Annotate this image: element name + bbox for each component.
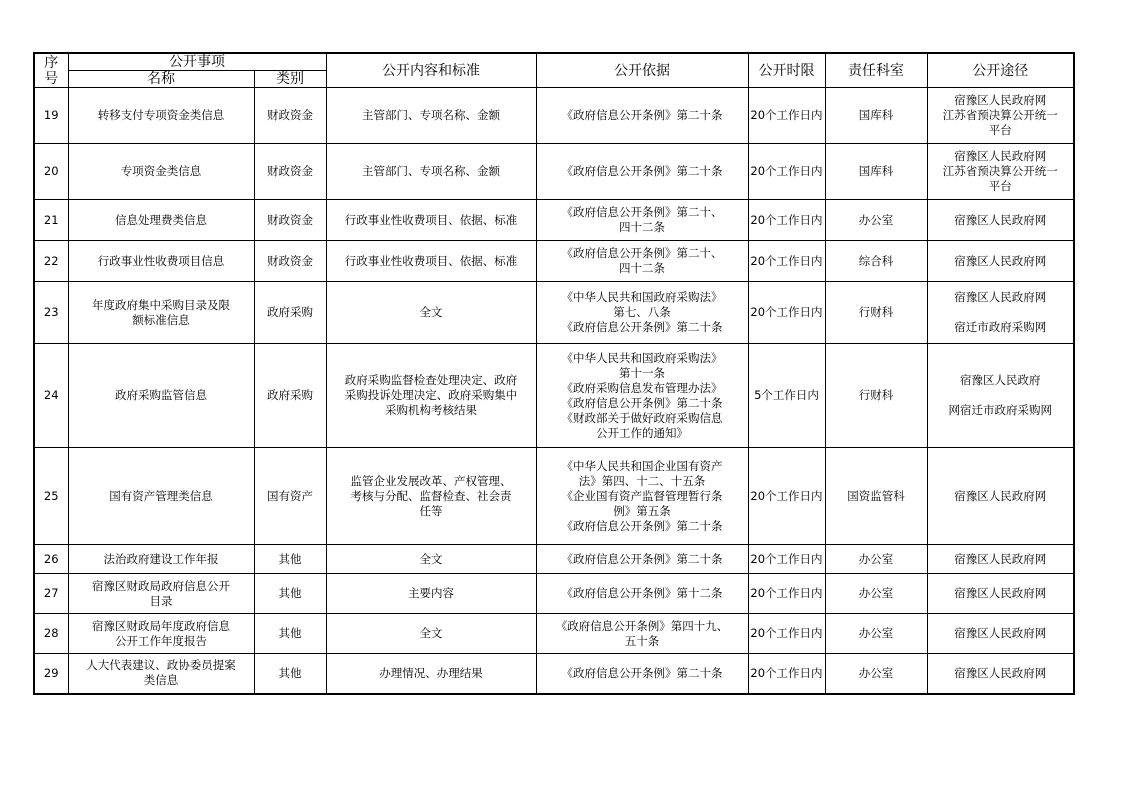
- cell-name: 国有资产管理类信息: [68, 448, 254, 545]
- cell-channel: 宿豫区人民政府网: [927, 654, 1074, 694]
- table-row: [34, 448, 1074, 545]
- cell-channel: 宿豫区人民政府网: [927, 241, 1074, 282]
- cell-dept: 行财科: [825, 344, 927, 448]
- cell-content: 行政事业性收费项目、依据、标准: [326, 200, 536, 241]
- cell-time-limit: 20个工作日内: [748, 614, 825, 654]
- cell-content: 主管部门、专项名称、金额: [326, 144, 536, 200]
- header-seq: 序 号: [34, 53, 68, 88]
- cell-name: 信息处理费类信息: [68, 200, 254, 241]
- cell-time-limit: 20个工作日内: [748, 448, 825, 545]
- table-row: [34, 200, 1074, 241]
- cell-dept: 国库科: [825, 88, 927, 144]
- cell-time-limit: 20个工作日内: [748, 200, 825, 241]
- cell-channel: 宿豫区人民政府网: [927, 448, 1074, 545]
- cell-category: 财政资金: [254, 144, 326, 200]
- cell-basis: 《政府信息公开条例》第二十条: [536, 654, 748, 694]
- cell-channel: 宿豫区人民政府网: [927, 614, 1074, 654]
- cell-basis: 《政府信息公开条例》第四十九、 五十条: [536, 614, 748, 654]
- table-row: [34, 344, 1074, 448]
- cell-category: 其他: [254, 545, 326, 574]
- cell-content: 办理情况、办理结果: [326, 654, 536, 694]
- cell-channel: 宿豫区人民政府网: [927, 545, 1074, 574]
- cell-time-limit: 20个工作日内: [748, 545, 825, 574]
- cell-channel: 宿豫区人民政府网: [927, 574, 1074, 614]
- header-item-group: 公开事项: [68, 53, 326, 71]
- cell-name: 年度政府集中采购目录及限 额标准信息: [68, 282, 254, 344]
- table-row: [34, 574, 1074, 614]
- cell-name: 宿豫区财政局政府信息公开 目录: [68, 574, 254, 614]
- cell-dept: 办公室: [825, 574, 927, 614]
- cell-basis: 《中华人民共和国企业国有资产 法》第四、十二、十五条 《企业国有资产监督管理暂行条 例》第五条 《政府信息公开条例》第二十条: [536, 448, 748, 545]
- cell-content: 全文: [326, 545, 536, 574]
- cell-content: 行政事业性收费项目、依据、标准: [326, 241, 536, 282]
- cell-basis: 《中华人民共和国政府采购法》 第十一条 《政府采购信息发布管理办法》 《政府信息公开条例》第二十条 《财政部关于做好政府采购信息 公开工作的通知》: [536, 344, 748, 448]
- header-basis: 公开依据: [536, 53, 748, 88]
- cell-time-limit: 20个工作日内: [748, 144, 825, 200]
- cell-time-limit: 20个工作日内: [748, 654, 825, 694]
- cell-content: 监管企业发展改革、产权管理、 考核与分配、监督检查、社会责 任等: [326, 448, 536, 545]
- header-channel: 公开途径: [927, 53, 1074, 88]
- cell-dept: 国库科: [825, 144, 927, 200]
- table-row: [34, 545, 1074, 574]
- cell-seq: 27: [34, 574, 68, 614]
- cell-time-limit: 20个工作日内: [748, 282, 825, 344]
- cell-basis: 《中华人民共和国政府采购法》 第七、八条 《政府信息公开条例》第二十条: [536, 282, 748, 344]
- header-name: 名称: [68, 71, 254, 88]
- cell-basis: 《政府信息公开条例》第二十条: [536, 144, 748, 200]
- cell-dept: 办公室: [825, 654, 927, 694]
- cell-category: 国有资产: [254, 448, 326, 545]
- cell-name: 专项资金类信息: [68, 144, 254, 200]
- cell-time-limit: 5个工作日内: [748, 344, 825, 448]
- table-row: [34, 654, 1074, 694]
- cell-seq: 24: [34, 344, 68, 448]
- header-dept: 责任科室: [825, 53, 927, 88]
- cell-name: 政府采购监管信息: [68, 344, 254, 448]
- cell-time-limit: 20个工作日内: [748, 574, 825, 614]
- header-content: 公开内容和标准: [326, 53, 536, 88]
- table-row: [34, 88, 1074, 144]
- cell-basis: 《政府信息公开条例》第二十条: [536, 88, 748, 144]
- cell-name: 法治政府建设工作年报: [68, 545, 254, 574]
- cell-basis: 《政府信息公开条例》第二十、 四十二条: [536, 200, 748, 241]
- cell-time-limit: 20个工作日内: [748, 241, 825, 282]
- cell-seq: 22: [34, 241, 68, 282]
- cell-category: 财政资金: [254, 88, 326, 144]
- cell-basis: 《政府信息公开条例》第二十、 四十二条: [536, 241, 748, 282]
- disclosure-table: [33, 52, 1075, 695]
- cell-seq: 20: [34, 144, 68, 200]
- cell-seq: 23: [34, 282, 68, 344]
- cell-content: 全文: [326, 282, 536, 344]
- cell-basis: 《政府信息公开条例》第二十条: [536, 545, 748, 574]
- cell-seq: 26: [34, 545, 68, 574]
- cell-category: 其他: [254, 574, 326, 614]
- cell-channel: 宿豫区人民政府网 江苏省预决算公开统一 平台: [927, 144, 1074, 200]
- cell-category: 其他: [254, 614, 326, 654]
- cell-category: 政府采购: [254, 344, 326, 448]
- cell-content: 全文: [326, 614, 536, 654]
- cell-category: 政府采购: [254, 282, 326, 344]
- cell-channel: 宿豫区人民政府网 江苏省预决算公开统一 平台: [927, 88, 1074, 144]
- cell-seq: 19: [34, 88, 68, 144]
- cell-name: 人大代表建议、政协委员提案 类信息: [68, 654, 254, 694]
- cell-dept: 国资监管科: [825, 448, 927, 545]
- header-time-limit: 公开时限: [748, 53, 825, 88]
- cell-channel: 宿豫区人民政府网 宿迁市政府采购网: [927, 282, 1074, 344]
- header-category: 类别: [254, 71, 326, 88]
- cell-content: 主要内容: [326, 574, 536, 614]
- cell-content: 主管部门、专项名称、金额: [326, 88, 536, 144]
- table-row: [34, 241, 1074, 282]
- cell-content: 政府采购监督检查处理决定、政府 采购投诉处理决定、政府采购集中 采购机构考核结果: [326, 344, 536, 448]
- cell-category: 财政资金: [254, 200, 326, 241]
- cell-basis: 《政府信息公开条例》第十二条: [536, 574, 748, 614]
- table-row: [34, 144, 1074, 200]
- cell-seq: 29: [34, 654, 68, 694]
- cell-name: 宿豫区财政局年度政府信息 公开工作年度报告: [68, 614, 254, 654]
- cell-name: 转移支付专项资金类信息: [68, 88, 254, 144]
- cell-seq: 21: [34, 200, 68, 241]
- cell-name: 行政事业性收费项目信息: [68, 241, 254, 282]
- cell-channel: 宿豫区人民政府 网宿迁市政府采购网: [927, 344, 1074, 448]
- cell-category: 其他: [254, 654, 326, 694]
- cell-time-limit: 20个工作日内: [748, 88, 825, 144]
- table-row: [34, 614, 1074, 654]
- table-row: [34, 282, 1074, 344]
- cell-dept: 行财科: [825, 282, 927, 344]
- cell-dept: 办公室: [825, 545, 927, 574]
- cell-dept: 办公室: [825, 200, 927, 241]
- cell-seq: 25: [34, 448, 68, 545]
- cell-dept: 办公室: [825, 614, 927, 654]
- cell-seq: 28: [34, 614, 68, 654]
- cell-category: 财政资金: [254, 241, 326, 282]
- cell-channel: 宿豫区人民政府网: [927, 200, 1074, 241]
- cell-dept: 综合科: [825, 241, 927, 282]
